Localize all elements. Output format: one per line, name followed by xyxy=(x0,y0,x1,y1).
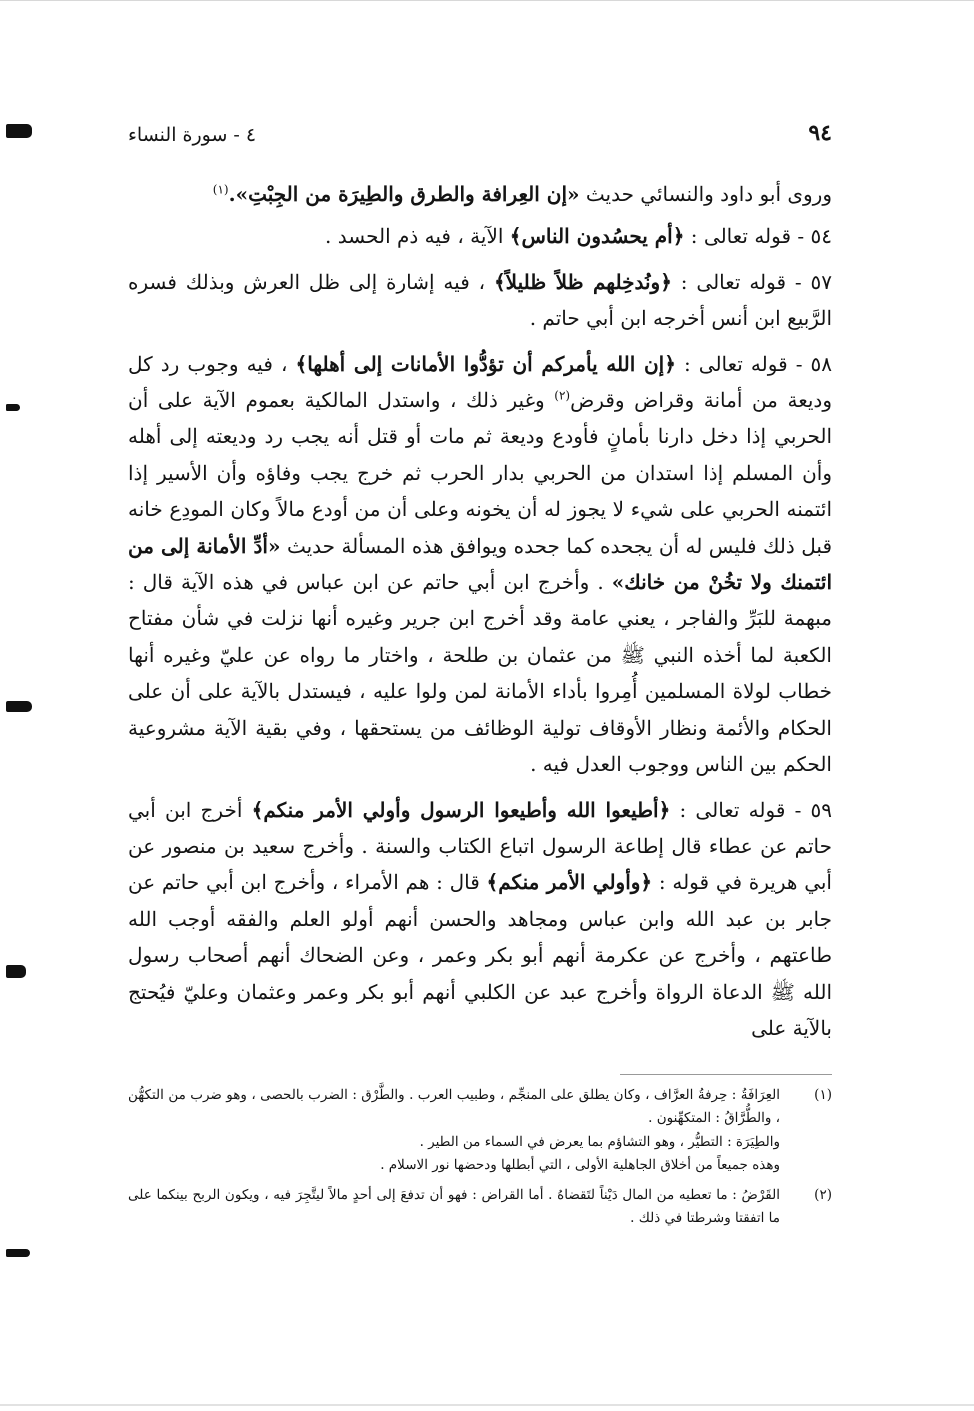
scan-edge-bottom xyxy=(0,1404,974,1406)
footnote-line: وهذه جميعاً من أخلاق الجاهلية الأولى ، التي أبطلها ودحضها نور الاسلام . xyxy=(380,1157,780,1174)
scan-edge-mark xyxy=(6,124,32,138)
quran-quote: ﴿وأولي الأمر منكم﴾ xyxy=(486,870,653,895)
scan-edge-mark xyxy=(6,965,26,978)
footnotes xyxy=(128,1084,832,1236)
text-span: . وأخرج ابن أبي حاتم عن ابن عباس في هذه الآية قال : مبهمة للبَرِّ والفاجر ، يعني عامة وقد أخرج ابن جرير وغيره أنها نزلت في شأن مفتاح الكعبة لما أخذه النبي ﷺ من عثمان بن طلحة ، واختار ما رواه عن عليّ وغيره أنها خطاب لولاة المسلمين أُمِروا بأداء الأمانة لمن ولوا عليه ، فيستدل بالآية على أن على الحكام والأئمة ونظار الأوقاف تولية الوظائف من يستحقها ، وفي بقية الآية مشروعية الحكم بين الناس ووجوب العدل فيه . xyxy=(128,570,832,777)
paragraph-58 xyxy=(128,346,832,783)
footnote-body xyxy=(128,1084,780,1178)
running-title: ٤ - سورة النساء xyxy=(128,124,257,146)
footnote-line: والطِيَرَة : التطيُّر ، وهو التشاؤم بما يعرض في السماء من الطير . xyxy=(419,1133,780,1150)
text-span: وغير ذلك ، واستدل المالكية بعموم الآية على أن الحربي إذا دخل دارنا بأمانٍ فأودع وديعة ثم مات أو قتل أنه يجب رد وديعته إلى أهله وأن المسلم إذا استدان من الحربي بدار الحرب ثم خرج يجب وفاؤه وأن الأسير إذا ائتمنه الحربي على شيء لا يجوز له أن يخونه وعلى أن من أودع مالاً وكان المودِع خانه قبل ذلك فليس له أن يجحده كما جحده ويوافق هذه المسألة حديث xyxy=(128,388,833,558)
text-span: قال : هم الأمراء ، وأخرج ابن أبي حاتم عن جابر بن عبد الله وابن عباس ومجاهد والحسن أنهم أولو العلم والفقه أوجب الله طاعتهم ، وأخرج عن عكرمة أنهم أبو بكر وعمر ، وعن الضحاك أنهم أصحاب رسول الله ﷺ الدعاة الرواة وأخرج عبد عن الكلبي أنهم أبو بكر وعمر وعثمان وعليّ فيُحتج بالآية على xyxy=(128,870,832,1040)
hadith-quote: «إن العِرافة والطرق والطِيرَة من الجِبْتِ». xyxy=(228,182,580,206)
paragraph-intro xyxy=(128,176,832,212)
main-text xyxy=(128,176,832,1055)
scan-edge-mark xyxy=(6,404,20,411)
footnote-ref: (١) xyxy=(212,182,229,197)
paragraph-57 xyxy=(128,264,832,337)
quran-quote: ﴿أم يحسُدون الناس﴾ xyxy=(509,224,685,249)
verse-number-lead: ٥٩ - قوله تعالى : xyxy=(679,797,833,822)
footnote-line: القَرْضُ : ما تعطيه من المال دَيْناً لتَقضاهُ . أما القراض : فهو أن تدفعَ إلى أحدٍ مالاً ليتَّجِرَ فيه ، ويكون الربح بينكما على ما اتفقتا وشرطتا في ذلك . xyxy=(128,1186,780,1227)
text-span: الآية ، فيه ذم الحسد . xyxy=(325,224,504,249)
text-span: وروى أبو داود والنسائي حديث xyxy=(585,182,832,206)
text-span: أخرج ابن أبي حاتم عن عطاء قال إطاعة الرسول اتباع الكتاب والسنة . وأخرج سعيد بن منصور عن أبي هريرة في قوله : xyxy=(128,797,832,895)
footnote-2 xyxy=(128,1184,832,1231)
paragraph-59 xyxy=(128,792,832,1047)
scan-edge-mark xyxy=(6,1249,30,1257)
hadith-quote: «أدِّ الأمانة إلى من ائتمنك ولا تخُنْ من خانك» xyxy=(128,533,833,595)
page-number: ٩٤ xyxy=(808,120,832,146)
verse-number-lead: ٥٧ - قوله تعالى : xyxy=(680,269,833,294)
quran-quote: ﴿أطيعوا الله وأطيعوا الرسول وأولي الأمر منكم﴾ xyxy=(251,797,671,822)
scan-edge-top xyxy=(0,0,974,1)
quran-quote: ﴿إن الله يأمركم أن تؤدُّوا الأمانات إلى أهلها﴾ xyxy=(295,351,676,376)
page-header xyxy=(128,118,832,158)
scan-edge-mark xyxy=(6,701,32,712)
footnote-separator xyxy=(620,1074,832,1075)
footnote-number: (١) xyxy=(814,1087,832,1103)
text-span: ، فيه وجوب رد كل وديعة من أمانة وقراض وقرض xyxy=(128,351,832,413)
text-span: ، فيه إشارة إلى ظل العرش وبذلك فسره الرَّبيع ابن أنس أخرجه ابن أبي حاتم . xyxy=(128,269,832,331)
footnote-1 xyxy=(128,1084,832,1178)
quran-quote: ﴿ونُدخِلهم ظلاً ظليلاً﴾ xyxy=(493,269,672,294)
paragraph-54 xyxy=(128,218,832,254)
footnote-line: العِرَافَةُ : حِرفةُ العرَّاف ، وكان يطلق على المنجِّم ، وطبيب العرب . والطَّرْق : الضرب بالحصى ، وهو ضرب من التكهُّن ، والطُّرَّاقُ : المتكهِّنون . xyxy=(128,1087,780,1127)
footnote-body xyxy=(128,1184,780,1231)
verse-number-lead: ٥٨ - قوله تعالى : xyxy=(684,351,832,376)
footnote-ref: (٢) xyxy=(554,388,571,403)
verse-number-lead: ٥٤ - قوله تعالى : xyxy=(690,224,832,249)
footnote-number: (٢) xyxy=(814,1186,832,1203)
